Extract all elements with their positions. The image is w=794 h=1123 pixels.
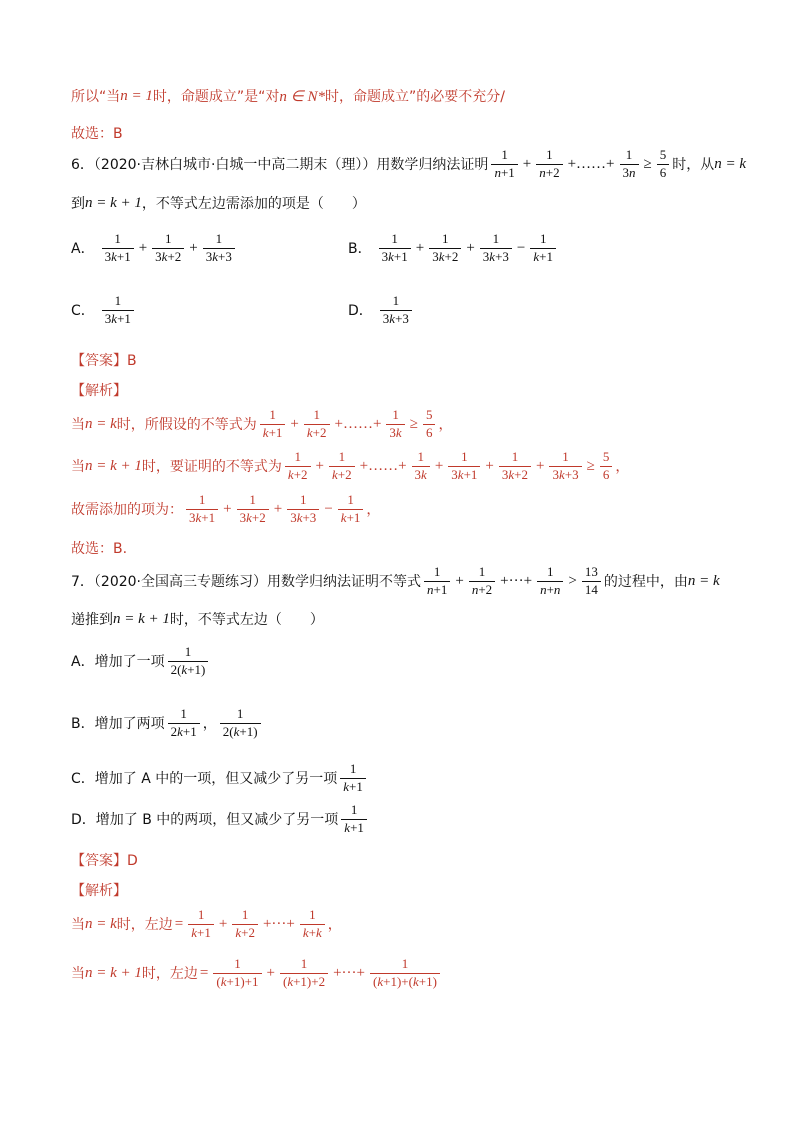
q6-sol2-pre: 当 — [71, 459, 85, 476]
q6-line2-post: ，不等式左边需添加的项是（ ） — [141, 196, 366, 212]
q7-line2-post: 时，不等式左边（ ） — [169, 612, 324, 628]
q6-option-a[interactable]: A． $\frac{1}{3k+1}$ + $\frac{1}{3k+2}$ + $\frac{1}{3k+3}$ — [71, 232, 238, 265]
q6-frac-1: $\frac{1}{n+1}$ — [491, 148, 517, 181]
q6-solution-line3: 故需添加的项为： $\frac{1}{3k+1}$ + $\frac{1}{3k+2}$ + $\frac{1}{3k+3}$ − $\frac{1}{k+1}$ ， — [71, 492, 381, 525]
q6-stem-line2 — [71, 193, 366, 213]
q6-option-b[interactable]: B． $\frac{1}{3k+1}$ + $\frac{1}{3k+2}$ + $\frac{1}{3k+3}$ − $\frac{1}{k+1}$ — [348, 232, 559, 265]
q6-analysis-tag: 【解析】 — [71, 383, 127, 399]
q6-option-d[interactable]: D． $\frac{1}{3k+3}$ — [348, 294, 415, 327]
q7-stem-line1: 7．（2020·全国高三专题练习）用数学归纳法证明不等式 $\frac{1}{n+1}$ + $\frac{1}{n+2}$ +···+ $\frac{1}{n+n}$ > $\frac{13}{14}$ 的过程中，由 n = k — [71, 564, 720, 597]
q7-analysis-tag: 【解析】 — [71, 883, 127, 899]
q7-sol1-eq: n = k — [85, 915, 117, 932]
header-line — [71, 86, 505, 106]
q7-sol1-pre: 当 — [71, 917, 85, 934]
q6-option-a-label: A． — [71, 241, 95, 258]
q7-answer-tag: 【答案】D — [71, 853, 138, 869]
q6-conclusion: 故选：B. — [71, 541, 128, 557]
header-text-post: 时，命题成立”的必要不充分/ — [324, 89, 505, 105]
q7-sol1-mid: 时，左边 — [116, 917, 173, 934]
q7-option-a[interactable]: A．增加了一项 $\frac{1}{2(k+1)}$ — [71, 645, 211, 678]
q6-n-eq-k: n = k — [714, 155, 747, 172]
header-eq1: n = 1 — [120, 87, 153, 104]
q7-n-eq-k1: n = k + 1 — [113, 610, 170, 627]
q7-prefix: 7．（2020·全国高三专题练习）用数学归纳法证明不等式 — [71, 574, 421, 591]
q6-stem-line1: 6．（2020·吉林白城市·白城一中高二期末（理））用数学归纳法证明 $\frac{1}{n+1}$ + $\frac{1}{n+2}$ +……+ $\frac{1}{3n}$ ≥ $\frac{5}{6}$ 时，从 n = k — [71, 147, 747, 180]
q6-sol2-eq: n = k + 1 — [85, 457, 142, 474]
q6-frac-3: $\frac{1}{3n}$ — [620, 148, 639, 181]
q6-solution-line1: 当 n = k 时，所假设的不等式为 $\frac{1}{k+1}$ + $\frac{1}{k+2}$ +……+ $\frac{1}{3k}$ ≥ $\frac{5}{6}$ ， — [71, 407, 453, 440]
q7-solution-line2: 当 n = k + 1 时，左边 = $\frac{1}{(k+1)+1}$ + $\frac{1}{(k+1)+2}$ +···+ $\frac{1}{(k+1)+(k+1)}$ — [71, 957, 443, 990]
q7-n-eq-k: n = k — [687, 572, 720, 589]
prev-answer: 故选：B — [71, 126, 123, 142]
q7-option-a-text: A．增加了一项 — [71, 654, 165, 671]
q7-tail: 的过程中，由 — [603, 574, 688, 591]
q7-stem-line2 — [71, 609, 324, 629]
q7-option-d-text: D．增加了 B 中的两项，但又减少了另一项 — [71, 812, 339, 829]
q7-line2-pre: 递推到 — [71, 612, 113, 628]
q6-option-c-label: C． — [71, 303, 95, 320]
q7-option-c[interactable]: C．增加了 A 中的一项，但又减少了另一项 $\frac{1}{k+1}$ — [71, 762, 369, 795]
q6-prefix: 6．（2020·吉林白城市·白城一中高二期末（理））用数学归纳法证明 — [71, 157, 489, 174]
q6-sol2-mid: 时，要证明的不等式为 — [141, 459, 282, 476]
q7-option-c-text: C．增加了 A 中的一项，但又减少了另一项 — [71, 771, 338, 788]
q6-ineq-tail: 时，从 — [672, 157, 715, 174]
q7-option-b[interactable]: B．增加了两项 $\frac{1}{2k+1}$ ， $\frac{1}{2(k+1)}$ — [71, 707, 264, 740]
q7-solution-line1: 当 n = k 时，左边 = $\frac{1}{k+1}$ + $\frac{1}{k+2}$ +···+ $\frac{1}{k+k}$ ， — [71, 907, 342, 940]
q7-sol2-eq: n = k + 1 — [85, 964, 142, 981]
q6-frac-rhs: $\frac{5}{6}$ — [657, 148, 670, 181]
q7-sol2-pre: 当 — [71, 966, 85, 983]
q6-frac-2: $\frac{1}{n+2}$ — [536, 148, 562, 181]
header-eq2: n ∈ N* — [279, 88, 325, 105]
q6-sol1-pre: 当 — [71, 417, 85, 434]
header-text-mid: 时，命题成立”是“对 — [152, 89, 280, 105]
q6-option-c[interactable]: C． $\frac{1}{3k+1}$ — [71, 294, 137, 327]
q7-option-d[interactable]: D．增加了 B 中的两项，但又减少了另一项 $\frac{1}{k+1}$ — [71, 803, 370, 836]
q6-line2-pre: 到 — [71, 196, 85, 212]
q7-sol2-mid: 时，左边 — [141, 966, 198, 983]
q6-n-eq-k1: n = k + 1 — [85, 194, 142, 211]
q7-option-b-text: B．增加了两项 — [71, 716, 165, 733]
q6-sol1-mid: 时，所假设的不等式为 — [116, 417, 257, 434]
q6-option-b-label: B． — [348, 241, 372, 258]
header-text-pre: 所以“当 — [71, 89, 121, 105]
q6-answer-tag: 【答案】B — [71, 353, 137, 369]
q6-sol1-eq: n = k — [85, 415, 117, 432]
q6-solution-line2: 当 n = k + 1 时，要证明的不等式为 $\frac{1}{k+2}$ + $\frac{1}{k+2}$ +……+ $\frac{1}{3k}$ + $\frac{1}{3k+1}$ + $\frac{1}{3k+2}$ + $\frac{1}{3k+3}$ ≥ $\frac{5}{6}$ ， — [71, 449, 630, 482]
q6-sol3-pre: 故需添加的项为： — [71, 502, 183, 519]
q6-option-d-label: D． — [348, 303, 373, 320]
